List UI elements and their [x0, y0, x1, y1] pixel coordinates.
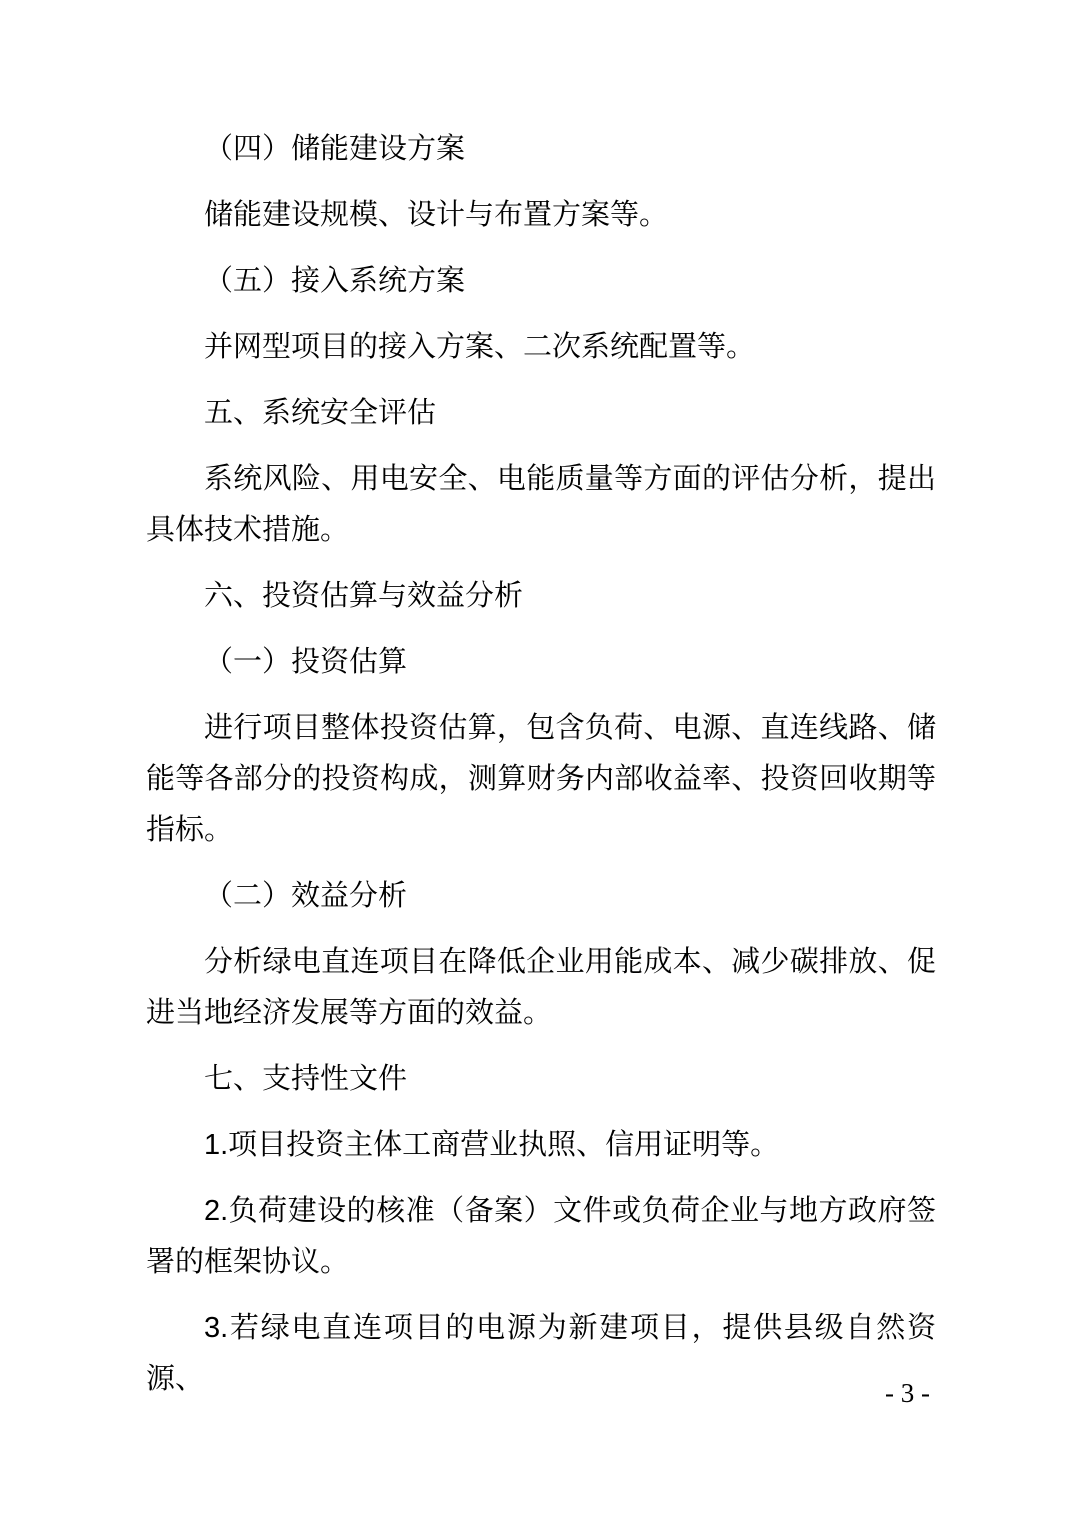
body-paragraph: 分析绿电直连项目在降低企业用能成本、减少碳排放、促进当地经济发展等方面的效益。 — [146, 946, 936, 1029]
section-heading: （五）接入系统方案 — [204, 265, 466, 297]
body-paragraph: 储能建设规模、设计与布置方案等。 — [204, 199, 669, 231]
body-paragraph: 3.若绿电直连项目的电源为新建项目，提供县级自然资源、 — [146, 1312, 936, 1395]
body-paragraph: 进行项目整体投资估算，包含负荷、电源、直连线路、储能等各部分的投资构成，测算财务内部收益率、投资回收期等指标。 — [146, 712, 936, 846]
section-heading: 七、支持性文件 — [204, 1063, 408, 1095]
page-number: - 3 - — [885, 1378, 930, 1408]
section-heading: （四）储能建设方案 — [204, 133, 466, 165]
body-paragraph: 系统风险、用电安全、电能质量等方面的评估分析，提出具体技术措施。 — [146, 463, 936, 546]
body-paragraph: 并网型项目的接入方案、二次系统配置等。 — [204, 331, 756, 363]
section-heading: （二）效益分析 — [204, 880, 408, 912]
section-heading: 六、投资估算与效益分析 — [204, 580, 524, 612]
document-body — [146, 124, 936, 1420]
body-paragraph: 1.项目投资主体工商营业执照、信用证明等。 — [204, 1129, 780, 1161]
section-heading: （一）投资估算 — [204, 646, 408, 678]
body-paragraph: 2.负荷建设的核准（备案）文件或负荷企业与地方政府签署的框架协议。 — [146, 1195, 936, 1278]
section-heading: 五、系统安全评估 — [204, 397, 437, 429]
